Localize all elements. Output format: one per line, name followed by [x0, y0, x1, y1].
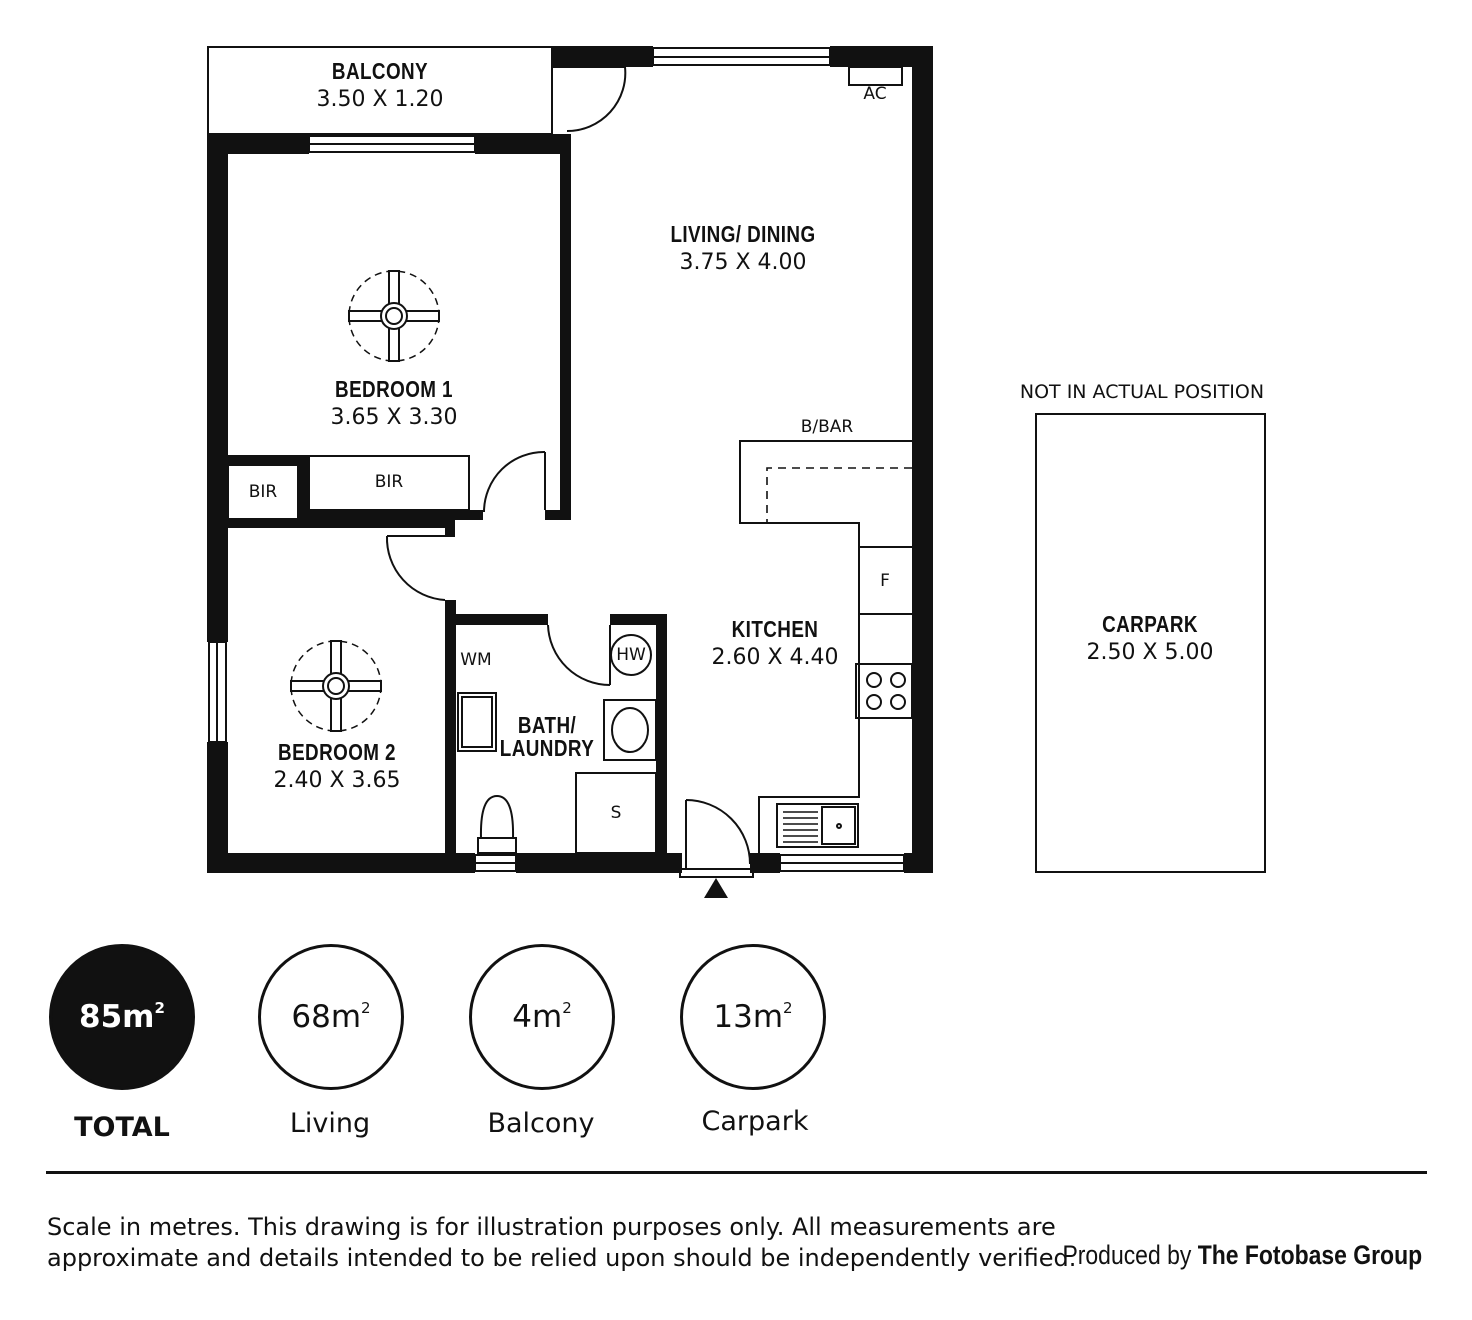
ac-unit [849, 67, 902, 85]
carpark-note: NOT IN ACTUAL POSITION [1019, 381, 1265, 403]
area-label-balcony: Balcony [487, 1108, 595, 1139]
ceiling-fan-icon [291, 641, 381, 731]
area-unit-sup: 2 [562, 999, 572, 1017]
producer-credit [1062, 1240, 1422, 1271]
room-name: BALCONY [331, 58, 429, 84]
wall-bed1-right-stub [545, 510, 571, 520]
room-dims: 2.40 X 3.65 [273, 768, 401, 793]
area-circle-carpark [680, 944, 826, 1090]
room-name: LIVING/ DINING [670, 221, 816, 247]
fixture-shower: S [610, 803, 622, 823]
cooktop [856, 664, 912, 718]
wall-bed1-top-left [207, 134, 309, 154]
room-dims: 2.50 X 5.00 [1086, 640, 1214, 665]
room-dims: 2.60 X 4.40 [711, 645, 839, 670]
room-name: BEDROOM 1 [335, 376, 453, 402]
room-bath-laundry [487, 714, 607, 760]
fixture-ac: AC [863, 84, 887, 104]
room-name: BEDROOM 2 [278, 739, 396, 765]
producer-name: The Fotobase Group [1197, 1240, 1422, 1270]
room-name: CARPARK [1102, 611, 1198, 637]
fixture-bbar: B/BAR [800, 417, 854, 437]
disclaimer-line1: Scale in metres. This drawing is for illustration purposes only. All measurements are [47, 1213, 1056, 1241]
wall-bed2-right [445, 600, 456, 873]
room-name-line1: BATH/ [517, 712, 577, 738]
fixture-bir-right: BIR [374, 472, 404, 492]
entry-arrow-icon [704, 878, 728, 898]
wall-bed1-top-right [475, 134, 571, 154]
wall-top-left [552, 46, 653, 67]
room-bedroom1 [294, 378, 494, 429]
room-dims: 3.65 X 3.30 [330, 405, 458, 430]
disclaimer-line2: approximate and details intended to be relied upon should be independently verified. [47, 1244, 1077, 1272]
producer-prefix: Produced by [1062, 1240, 1198, 1270]
area-value: 4m [512, 999, 563, 1035]
room-balcony [280, 60, 480, 111]
area-unit-sup: 2 [154, 999, 165, 1017]
wall-bed1-right [560, 134, 571, 520]
area-circle-total [49, 944, 195, 1090]
area-label-carpark: Carpark [701, 1106, 809, 1137]
room-living-dining [623, 223, 863, 274]
wall-right [912, 46, 933, 873]
area-unit-sup: 2 [783, 999, 793, 1017]
room-dims: 3.50 X 1.20 [316, 87, 444, 112]
area-unit-sup: 2 [361, 999, 371, 1017]
entry-threshold [680, 869, 753, 877]
fixture-wm: WM [460, 650, 492, 670]
area-label-total: TOTAL [74, 1112, 170, 1143]
wall-bir-top [207, 455, 309, 465]
area-circle-balcony [469, 944, 615, 1090]
fixture-hw: HW [616, 645, 646, 665]
room-dims: 3.75 X 4.00 [679, 250, 807, 275]
wall-bed2-top-stub [445, 518, 455, 536]
divider [46, 1171, 1427, 1174]
wall-bottom-right [750, 853, 780, 873]
area-circle-living [258, 944, 404, 1090]
wall-bath-top-left [445, 614, 548, 625]
room-carpark [1050, 613, 1250, 664]
sink [777, 804, 858, 847]
fixture-bir-left: BIR [248, 482, 278, 502]
area-value: 68m [291, 999, 362, 1035]
wall-bottom-left [207, 853, 475, 873]
room-bedroom2 [237, 741, 437, 792]
area-value: 85m [79, 999, 155, 1035]
area-label-living: Living [289, 1108, 371, 1139]
room-name-line2: LAUNDRY [499, 735, 595, 761]
area-value: 13m [713, 999, 784, 1035]
wall-bath-right [656, 614, 667, 873]
wall-left-upper [207, 134, 228, 642]
ceiling-fan-icon [349, 271, 439, 361]
room-name: KITCHEN [731, 616, 819, 642]
room-kitchen [675, 618, 875, 669]
fixture-fridge: F [880, 571, 890, 591]
wall-top-right [830, 46, 933, 67]
disclaimer [47, 1212, 1077, 1274]
